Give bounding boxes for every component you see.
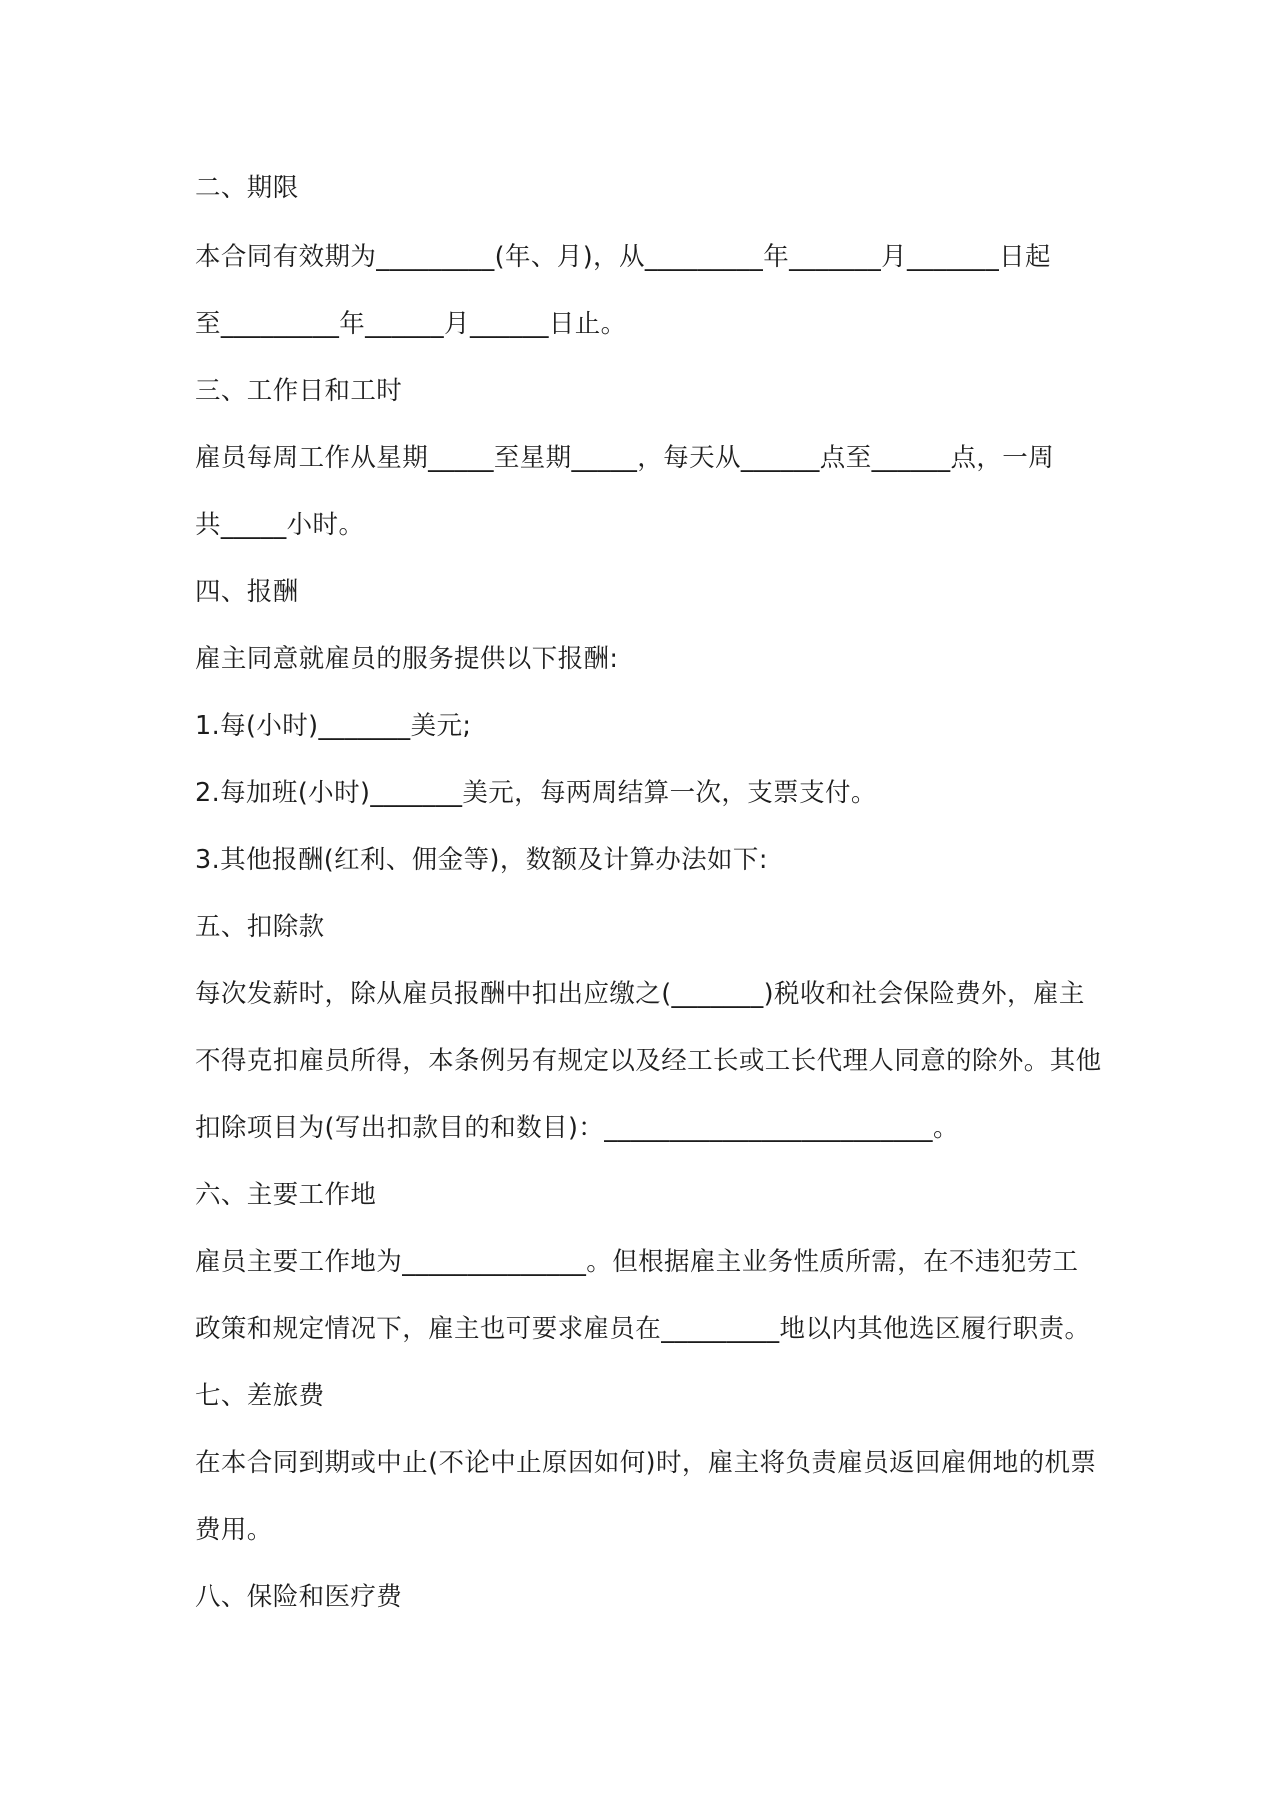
paragraph-workplace-line-2: 政策和规定情况下，雇主也可要求雇员在_________地以内其他选区履行职责。 bbox=[195, 1314, 1091, 1344]
paragraph-workdays-line-2: 共_____小时。 bbox=[195, 510, 365, 540]
section-heading-travel: 七、差旅费 bbox=[195, 1381, 325, 1411]
paragraph-workplace-line-1: 雇员主要工作地为______________。但根据雇主业务性质所需，在不违犯劳工 bbox=[195, 1247, 1079, 1277]
paragraph-deductions-line-3: 扣除项目为(写出扣款目的和数目)：_________________________。 bbox=[195, 1113, 959, 1143]
paragraph-deductions-line-1: 每次发薪时，除从雇员报酬中扣出应缴之(_______)税收和社会保险费外，雇主 bbox=[195, 979, 1085, 1009]
paragraph-compensation-intro: 雇主同意就雇员的服务提供以下报酬: bbox=[195, 644, 619, 674]
section-heading-workdays: 三、工作日和工时 bbox=[195, 376, 403, 406]
compensation-item-3: 3.其他报酬(红利、佣金等)，数额及计算办法如下: bbox=[195, 845, 768, 875]
compensation-item-2: 2.每加班(小时)_______美元，每两周结算一次，支票支付。 bbox=[195, 778, 877, 808]
section-heading-deductions: 五、扣除款 bbox=[195, 912, 325, 942]
paragraph-term-line-1: 本合同有效期为_________(年、月)，从_________年_______月_______日起 bbox=[195, 242, 1051, 272]
paragraph-travel-line-2: 费用。 bbox=[195, 1515, 273, 1545]
paragraph-deductions-line-2: 不得克扣雇员所得，本条例另有规定以及经工长或工长代理人同意的除外。其他 bbox=[195, 1046, 1102, 1076]
section-heading-compensation: 四、报酬 bbox=[195, 577, 299, 607]
compensation-item-1: 1.每(小时)_______美元; bbox=[195, 711, 472, 741]
section-heading-term: 二、期限 bbox=[195, 173, 299, 203]
paragraph-workdays-line-1: 雇员每周工作从星期_____至星期_____，每天从______点至______点，一周 bbox=[195, 443, 1055, 473]
section-heading-workplace: 六、主要工作地 bbox=[195, 1180, 377, 1210]
paragraph-travel-line-1: 在本合同到期或中止(不论中止原因如何)时，雇主将负责雇员返回雇佣地的机票 bbox=[195, 1448, 1097, 1478]
section-heading-insurance: 八、保险和医疗费 bbox=[195, 1582, 403, 1612]
paragraph-term-line-2: 至_________年______月______日止。 bbox=[195, 309, 627, 339]
